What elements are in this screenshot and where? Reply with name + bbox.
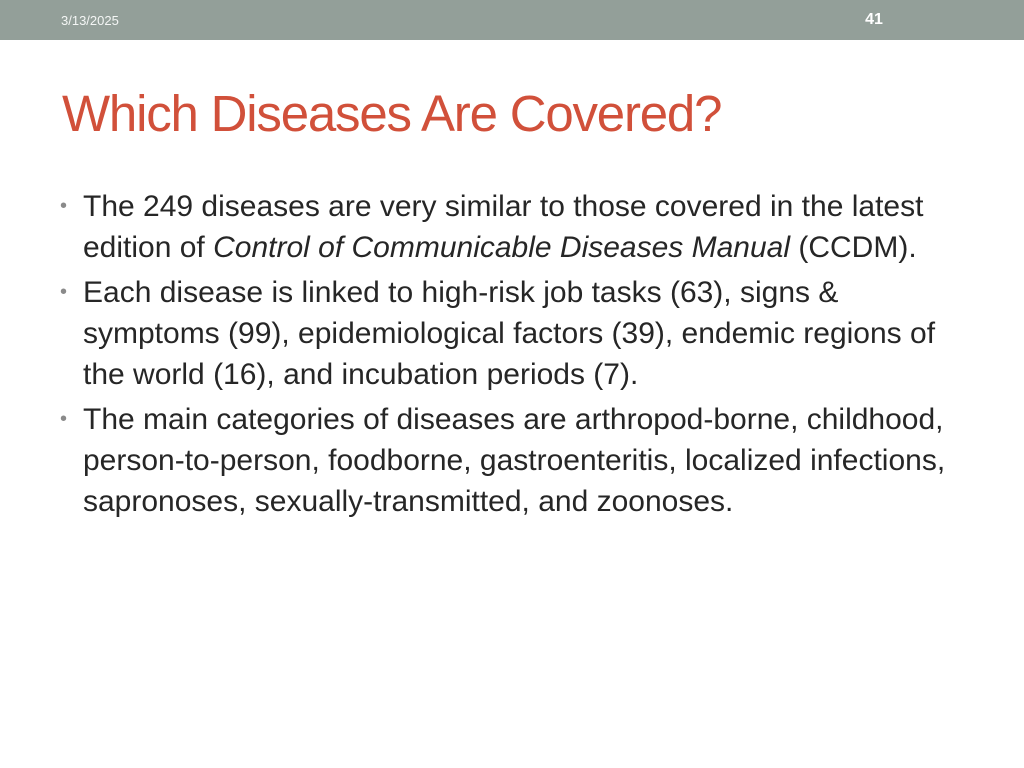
bullet-item [60, 272, 960, 395]
bullet-text [83, 190, 923, 264]
bullet-text: The main categories of diseases are arthropod-borne, childhood, person-to-person, foodborne, gastroenteritis, localized infections, sapronoses, sexually-transmitted, and zoonoses. [83, 403, 946, 518]
bullet-item [60, 186, 960, 268]
slide-date: 3/13/2025 [61, 13, 119, 28]
bullet-list [60, 186, 960, 526]
bullet-text: Each disease is linked to high-risk job tasks (63), signs & symptoms (99), epidemiological factors (39), endemic regions of the world (16), and incubation periods (7). [83, 276, 936, 391]
bullet-item [60, 399, 960, 522]
bullet-icon: • [60, 281, 68, 303]
slide-number: 41 [865, 11, 883, 28]
manual-title-italic: Control of Communicable Diseases Manual [213, 231, 791, 264]
bullet-icon: • [60, 408, 68, 430]
bullet-text-part: The 249 diseases are very similar to those covered in the latest edition of [83, 190, 924, 264]
slide-title: Which Diseases Are Covered? [62, 85, 722, 142]
bullet-text-part: (CCDM). [790, 231, 917, 264]
bullet-icon: • [60, 195, 68, 217]
header-bar [0, 0, 1024, 40]
